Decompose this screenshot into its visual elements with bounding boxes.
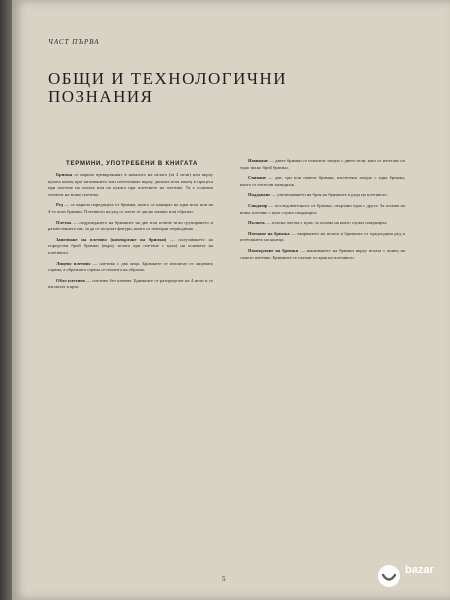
paragraph: Нахвърляне на бримки — нанизването на бримки върху иглата с конец на самото плетиво. Бримките се поемат от края на плетивото. [240,247,405,260]
paragraph: Синджир — последователност от бримки, свързани една с друга. За основа на всяко плетиво с кука служи синджирът. [240,202,405,215]
paragraph: Лицево плетиво — плетиво с два лица. Бримките се изплитат от лицевата страна, а обратната страна се изплита на обратно. [48,260,213,273]
part-label: ЧАСТ ПЪРВА [48,38,100,46]
book-spine-shadow [0,0,12,600]
watermark-text: bazar [405,564,434,576]
paragraph: Бримка се нарича превъртяният в началото на иглата (за 2 игли) или върху куката конец при започването или изтегленият върху дясната игла конец в процеса при плетене на иглата или на куката при плетенето на плетиво. Тя е основен елемент на всяко плетиво. [48,172,213,197]
paragraph: Ред — се нарича поредицата от бримки, които се намират на една игла или на 4-те игли бримки. Плетивото на ред се плете от дясно наляво или обратно. [48,202,213,214]
chapter-title-line2: ПОЗНАНИЯ [48,87,154,106]
page-number: 5 [222,575,226,583]
chapter-title-line1: ОБЩИ И ТЕХНОЛОГИЧНИ [48,69,288,88]
paragraph: Обло плетиво — плетиво без шевове. Бримките се разпределят на 4 игли и се изплитат в кръг. [48,277,213,290]
paragraph: Наддаване — увеличаването на броя на бримките в реда на плетивото. [248,192,388,198]
paragraph: Започване на плетиво (нахвърляне на бримки) — получаването на определен брой бримки (върху иглата при плетене с кука) на основата на плетивото. [48,236,213,255]
paragraph: Свиване — две, три или повече бримки, изплетени заедно с една бримка, които се изтеглят наведнъж. [240,175,405,187]
chapter-title [48,70,348,106]
right-text-column [240,150,405,578]
paragraph: Пълнеж — плътна плетка с кука, за основа на която служи синджирът. [248,220,388,226]
left-text-column [48,150,213,592]
section-title: ТЕРМИНИ, УПОТРЕБЕНИ В КНИГАТА [66,161,199,167]
paragraph: Плетка — подреждането на бримките на две или повече игли групирането и разместването им, за да се получат фигури, които се повтарят периодично. [48,219,213,232]
paragraph: Поемане на бримка — вкарването на иглата в бримката от предходния ред и изтеглянето на конеца. [240,230,405,243]
paragraph: Извиване — двете бримки се изплитат заедно с двете игли, като се изтеглят по едно тяхно брой бримки. [240,158,405,170]
